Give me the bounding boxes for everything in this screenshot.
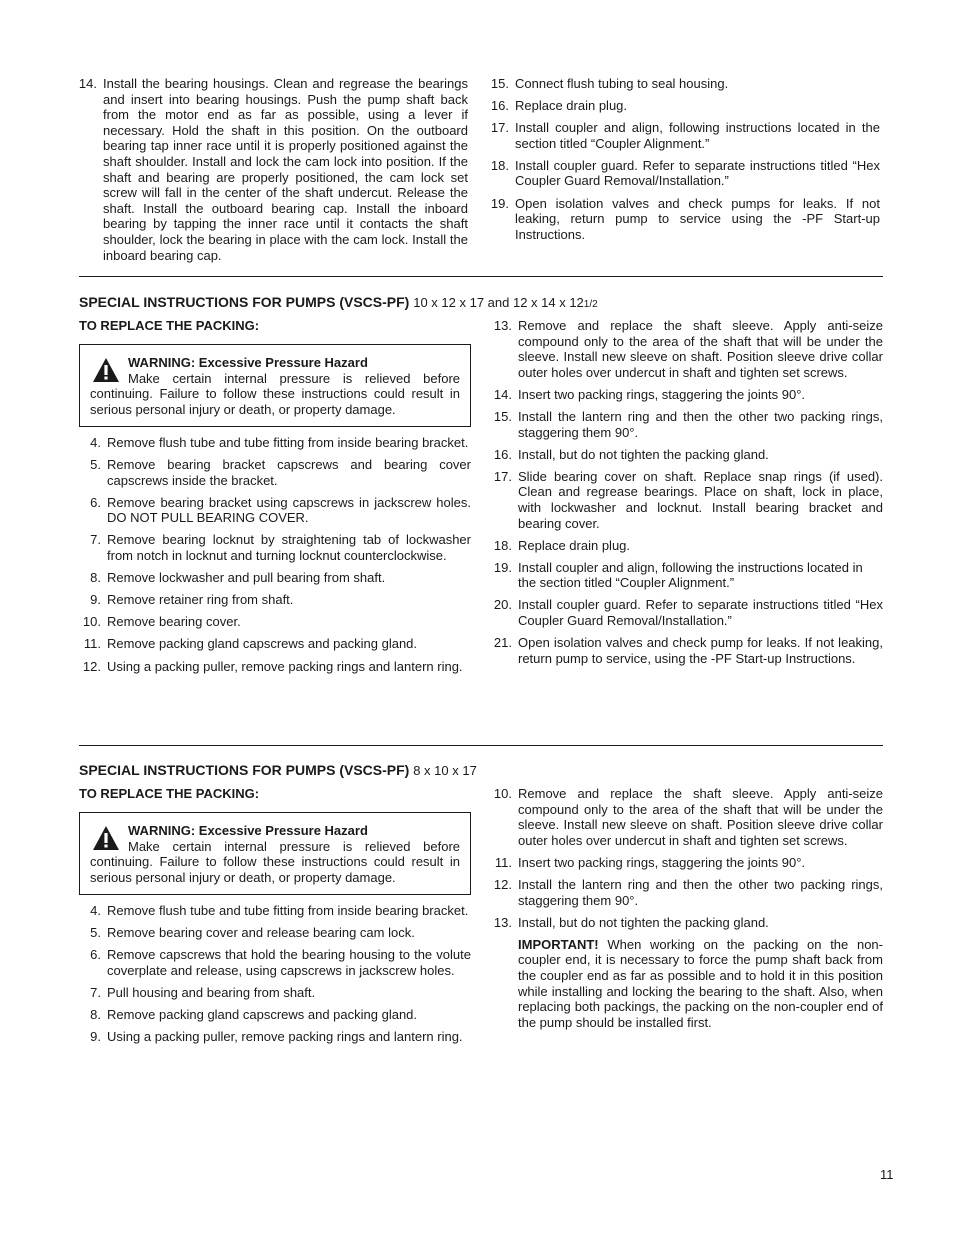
list-item xyxy=(490,409,883,440)
item-number: 12. xyxy=(493,876,512,892)
item-number: 19. xyxy=(493,559,512,575)
page-number: 11 xyxy=(880,1167,894,1182)
list-item xyxy=(79,614,471,630)
item-text: Slide bearing cover on shaft. Replace snap rings (if used). Clean and regrease bearings. Place on shaft, lock in place, with lockwasher and locknut. Install bearing bracket and bearing cover. xyxy=(518,468,883,531)
list-item xyxy=(79,592,471,608)
item-number: 13. xyxy=(493,318,512,333)
item-text: Install coupler guard. Refer to separate instructions titled “Hex Coupler Guard Removal/Installation.” xyxy=(518,597,883,628)
item-number: 5. xyxy=(90,925,101,941)
item-number: 8. xyxy=(90,570,101,586)
list-item xyxy=(79,1007,471,1023)
item-number: 10. xyxy=(493,786,512,801)
warning-triangle-icon xyxy=(92,825,120,851)
section-title-main: SPECIAL INSTRUCTIONS FOR PUMPS (VSCS-PF) xyxy=(79,762,410,778)
item-number: 13. xyxy=(493,914,512,930)
section-title-sizes: 10 x 12 x 17 and 12 x 14 x 12 xyxy=(413,295,584,310)
item-text: Install, but do not tighten the packing gland. xyxy=(518,914,769,930)
item-number: 7. xyxy=(90,532,101,548)
item-text: Remove bearing locknut by straightening tab of lockwasher from notch in locknut and turning locknut counterclockwise. xyxy=(107,532,471,564)
top-left-column xyxy=(75,76,468,270)
item-text: Install, but do not tighten the packing gland. xyxy=(518,446,769,462)
list-item xyxy=(79,985,471,1001)
item-number: 21. xyxy=(493,635,512,651)
item-text: Pull housing and bearing from shaft. xyxy=(107,984,316,1000)
list-item xyxy=(490,560,883,591)
item-text: Using a packing puller, remove packing rings and lantern ring. xyxy=(107,1029,463,1045)
section-divider xyxy=(79,745,883,746)
item-text: Remove packing gland capscrews and packing gland. xyxy=(107,636,418,652)
item-number: 15. xyxy=(490,76,509,91)
list-item xyxy=(79,435,471,451)
list-item xyxy=(490,318,883,380)
list-item xyxy=(79,495,471,526)
section-title-fraction: 1/2 xyxy=(583,299,598,310)
list-item xyxy=(487,196,880,243)
item-number: 11. xyxy=(83,636,101,652)
list-item xyxy=(490,635,883,666)
item-text: Remove lockwasher and pull bearing from shaft. xyxy=(107,570,386,586)
list-item xyxy=(79,947,471,978)
item-text: Replace drain plug. xyxy=(515,98,628,114)
item-text: Remove capscrews that hold the bearing housing to the volute coverplate and release, using capscrews in jackscrew holes. xyxy=(107,947,471,978)
item-text: Remove bearing cover and release bearing cam lock. xyxy=(107,925,415,941)
item-number: 17. xyxy=(493,468,512,484)
item-number: 4. xyxy=(90,435,101,450)
item-text: Remove packing gland capscrews and packing gland. xyxy=(107,1006,418,1022)
warning-text: Make certain internal pressure is relieved before continuing. Failure to follow these instructions could result in serious personal injury or death, or property damage. xyxy=(90,370,460,417)
section1-left-column xyxy=(79,435,471,681)
item-number: 20. xyxy=(493,597,512,613)
section2-right-column xyxy=(490,786,883,1030)
item-number: 8. xyxy=(90,1006,101,1022)
warning-heading: WARNING: Excessive Pressure Hazard xyxy=(128,355,368,370)
item-number: 12. xyxy=(82,658,101,674)
section-divider xyxy=(79,276,883,277)
item-text: Remove flush tube and tube fitting from inside bearing bracket. xyxy=(107,435,469,450)
item-number: 6. xyxy=(90,494,101,510)
item-text: Remove retainer ring from shaft. xyxy=(107,592,294,608)
list-item xyxy=(490,855,883,871)
section-title xyxy=(79,294,598,313)
list-item xyxy=(79,457,471,488)
section-title-sizes: 8 x 10 x 17 xyxy=(413,763,477,778)
item-number: 6. xyxy=(90,947,101,963)
list-item xyxy=(79,903,471,919)
section-title-main: SPECIAL INSTRUCTIONS FOR PUMPS (VSCS-PF) xyxy=(79,294,410,310)
item-text: Remove flush tube and tube fitting from inside bearing bracket. xyxy=(107,903,469,918)
warning-text: Make certain internal pressure is relieved before continuing. Failure to follow these instructions could result in serious personal injury or death, or property damage. xyxy=(90,838,460,885)
section-title xyxy=(79,762,477,779)
item-text: Open isolation valves and check pump for leaks. If not leaking, return pump to service, using the -PF Start-up Instructions. xyxy=(518,635,883,666)
item-text: Remove and replace the shaft sleeve. Apply anti-seize compound only to the area of the shaft that will be under the sleeve. Install new sleeve on shaft. Position sleeve drive collar outer holes over undercut in shaft and tighten set screws. xyxy=(518,786,883,848)
warning-heading: WARNING: Excessive Pressure Hazard xyxy=(128,823,368,838)
list-item xyxy=(79,1029,471,1045)
section2-left-column xyxy=(79,903,471,1051)
list-item xyxy=(490,786,883,848)
item-text: Open isolation valves and check pumps for leaks. If not leaking, return pump to service using the -PF Start-up Instructions. xyxy=(515,195,880,242)
item-number: 18. xyxy=(493,537,512,553)
list-item xyxy=(79,636,471,652)
item-text: Connect flush tubing to seal housing. xyxy=(515,76,729,91)
item-text: Insert two packing rings, staggering the joints 90°. xyxy=(518,854,806,870)
item-text: Using a packing puller, remove packing rings and lantern ring. xyxy=(107,658,463,674)
item-number: 17. xyxy=(490,120,509,136)
item-text: Remove and replace the shaft sleeve. Apply anti-seize compound only to the area of the shaft that will be under the sleeve. Install new sleeve on shaft. Position sleeve drive collar outer holes over undercut in shaft and tighten set screws. xyxy=(518,318,883,380)
item-number: 16. xyxy=(490,98,509,114)
item-text: Install the lantern ring and then the other two packing rings, staggering them 90°. xyxy=(518,408,883,440)
item-number: 18. xyxy=(490,157,509,173)
item-text: Install coupler guard. Refer to separate instructions titled “Hex Coupler Guard Removal/Installation.” xyxy=(515,157,880,189)
item-text: Remove bearing bracket capscrews and bearing cover capscrews inside the bracket. xyxy=(107,457,471,488)
item-text: Install coupler and align, following instructions located in the section titled “Coupler Alignment.” xyxy=(515,120,880,151)
important-text: When working on the packing on the non-coupler end, it is necessary to force the pump shaft back from the coupler end as far as possible and to hold it in this position while installing and locking the bearing to the shaft. Also, when replacing both packings, the packing on the non-coupler end of the pump should be installed first. xyxy=(518,936,883,1030)
warning-box xyxy=(79,812,471,895)
item-number: 19. xyxy=(490,195,509,211)
section1-right-column xyxy=(490,318,883,673)
item-number: 9. xyxy=(90,1029,101,1045)
list-item xyxy=(490,447,883,463)
list-item xyxy=(79,570,471,586)
item-number: 11. xyxy=(494,854,512,870)
list-item xyxy=(75,76,468,263)
warning-triangle-icon xyxy=(92,357,120,383)
warning-box xyxy=(79,344,471,427)
list-item xyxy=(490,597,883,628)
section-subtitle: TO REPLACE THE PACKING: xyxy=(79,786,260,801)
item-number: 14. xyxy=(493,386,512,402)
list-item xyxy=(79,925,471,941)
item-text: Remove bearing bracket using capscrews in jackscrew holes. DO NOT PULL BEARING COVER. xyxy=(107,494,471,526)
item-text: Insert two packing rings, staggering the joints 90°. xyxy=(518,386,806,402)
item-text: Install coupler and align, following the instructions located in the section titled “Coupler Alignment.” xyxy=(518,559,863,591)
list-item xyxy=(490,538,883,554)
item-number: 10. xyxy=(82,614,101,630)
list-item xyxy=(487,158,880,189)
list-item xyxy=(487,98,880,114)
item-number: 16. xyxy=(493,446,512,462)
list-item xyxy=(79,659,471,675)
item-text: Replace drain plug. xyxy=(518,537,631,553)
important-label: IMPORTANT! xyxy=(518,936,599,952)
item-text: Install the lantern ring and then the other two packing rings, staggering them 90°. xyxy=(518,876,883,908)
list-item xyxy=(487,120,880,151)
list-item xyxy=(490,877,883,908)
list-item xyxy=(487,76,880,92)
section-subtitle: TO REPLACE THE PACKING: xyxy=(79,318,260,333)
item-text: Remove bearing cover. xyxy=(107,614,241,630)
item-number: 15. xyxy=(493,408,512,424)
item-number: 7. xyxy=(90,984,101,1000)
item-number: 14. xyxy=(78,76,97,91)
list-item xyxy=(490,915,883,931)
top-right-column xyxy=(487,76,880,249)
item-number: 9. xyxy=(90,592,101,608)
item-number: 4. xyxy=(90,903,101,918)
list-item xyxy=(79,532,471,563)
item-number: 5. xyxy=(90,457,101,473)
list-item xyxy=(490,469,883,531)
item-text: Install the bearing housings. Clean and regrease the bearings and insert into bearing housings. Push the pump shaft back from the motor end as far as possible, using a lever if necessary. Hold the shaft in this position. On the outboard bearing tap inner race until it is properly positioned against the shaft shoulder. Install and lock the cam lock into position. If the shaft and bearing are properly positioned, the cam lock set screw will fall in the center of the shaft undercut. Release the shaft. Install the outboard bearing cap. Install the inboard bearing by tapping the inner race until it contacts the shaft shoulder, lock the bearing in place with the cam lock. Install the inboard bearing cap. xyxy=(103,76,468,263)
list-item xyxy=(490,387,883,403)
important-note xyxy=(490,937,883,1031)
